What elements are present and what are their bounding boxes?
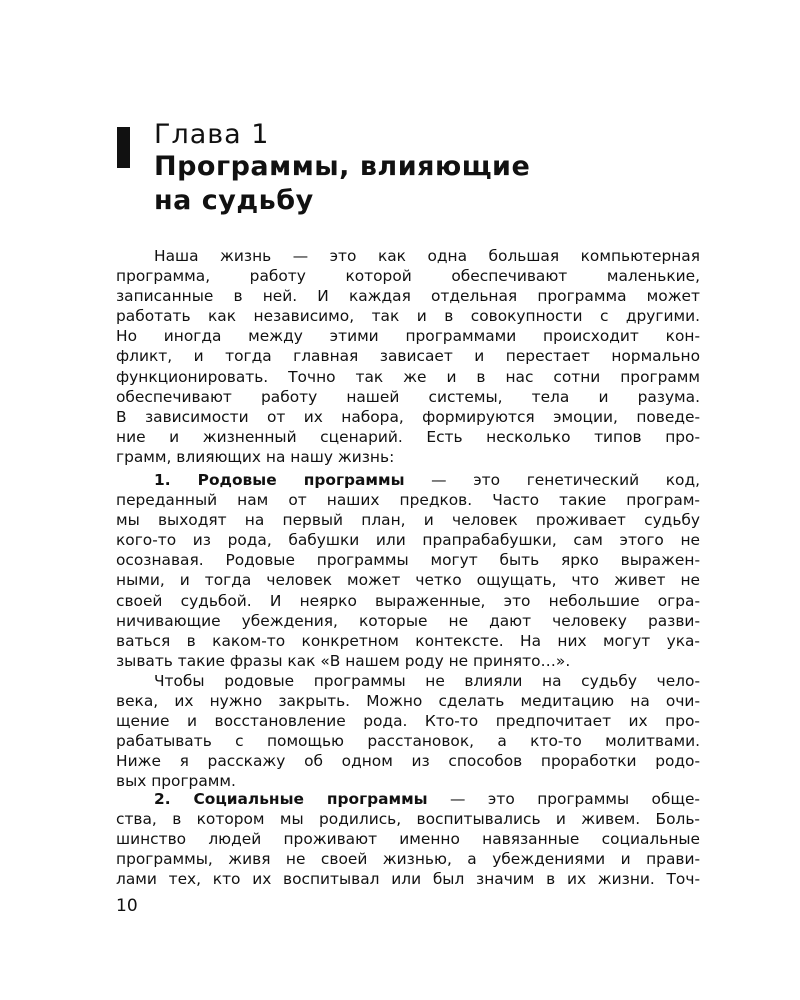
text-line: функционировать. Точно так же и в нас сотни программ — [116, 367, 700, 386]
text-line: программы, живя не своей жизнью, а убеждениями и прави- — [116, 850, 700, 869]
text-line: Ниже я расскажу об одном из способов проработки родо- — [116, 752, 700, 771]
text-line: ваться в каком-то конкретном контексте. На них могут ука- — [116, 631, 700, 650]
section-social-programs — [116, 789, 700, 889]
text-line — [116, 470, 700, 490]
text-line: шинство людей проживают именно навязанные социальные — [116, 830, 700, 849]
text-line: Наша жизнь — это как одна большая компьютерная — [154, 247, 700, 265]
text-line: зывать такие фразы как «В нашем роду не принято…». — [116, 651, 571, 670]
intro-paragraph — [116, 246, 700, 467]
text-line: обеспечивают работу нашей системы, тела и разума. — [116, 387, 700, 406]
text-line: ными, и тогда человек может четко ощущать, что живет не — [116, 571, 700, 590]
chapter-title — [154, 150, 530, 218]
section-ancestral-programs — [116, 470, 700, 792]
page-number: 10 — [116, 896, 138, 916]
text-line: фликт, и тогда главная зависает и перестает нормально — [116, 347, 700, 366]
text-line: мы выходят на первый план, и человек проживает судьбу — [116, 511, 700, 530]
text-line: ничивающие убеждения, которые не дают человеку разви- — [116, 611, 700, 630]
text-line: ние и жизненный сценарий. Есть несколько типов про- — [116, 427, 700, 446]
section-heading-social: 2. Социальные программы — [154, 790, 428, 808]
text-fragment: — это программы обще- — [427, 790, 700, 808]
section-heading-ancestral: 1. Родовые программы — [154, 471, 405, 489]
text-line: переданный нам от наших предков. Часто такие програм- — [116, 491, 700, 510]
text-line: Чтобы родовые программы не влияли на судьбу чело- — [154, 671, 700, 690]
text-line — [116, 789, 700, 809]
chapter-label: Глава 1 — [154, 119, 270, 150]
text-line: Но иногда между этими программами происходит кон- — [116, 327, 700, 346]
text-line: работать как независимо, так и в совокупности с другими. — [116, 307, 700, 326]
text-line: своей судьбой. И неярко выраженные, это небольшие огра- — [116, 591, 700, 610]
text-line: ства, в котором мы родились, воспитывались и живем. Боль- — [116, 810, 700, 829]
chapter-marker-bar — [117, 127, 130, 168]
chapter-title-line-2: на судьбу — [154, 185, 314, 216]
text-line: осознавая. Родовые программы могут быть ярко выражен- — [116, 551, 700, 570]
text-line: записанные в ней. И каждая отдельная программа может — [116, 287, 700, 306]
chapter-title-line-1: Программы, влияющие — [154, 151, 531, 182]
text-line: грамм, влияющих на нашу жизнь: — [116, 447, 395, 466]
text-line: вых программ. — [116, 772, 236, 791]
text-fragment: — это генетический код, — [404, 471, 700, 489]
text-line: кого-то из рода, бабушки или прапрабабушки, сам этого не — [116, 531, 700, 550]
text-line: В зависимости от их набора, формируются эмоции, поведе- — [116, 407, 700, 426]
text-line: программа, работу которой обеспечивают маленькие, — [116, 267, 700, 286]
text-line: щение и восстановление рода. Кто-то предпочитает их про- — [116, 712, 700, 731]
text-line: лами тех, кто их воспитывал или был значим в их жизни. Точ- — [116, 870, 700, 889]
text-line: рабатывать с помощью расстановок, а кто-то молитвами. — [116, 732, 700, 751]
text-line: века, их нужно закрыть. Можно сделать медитацию на очи- — [116, 692, 700, 711]
